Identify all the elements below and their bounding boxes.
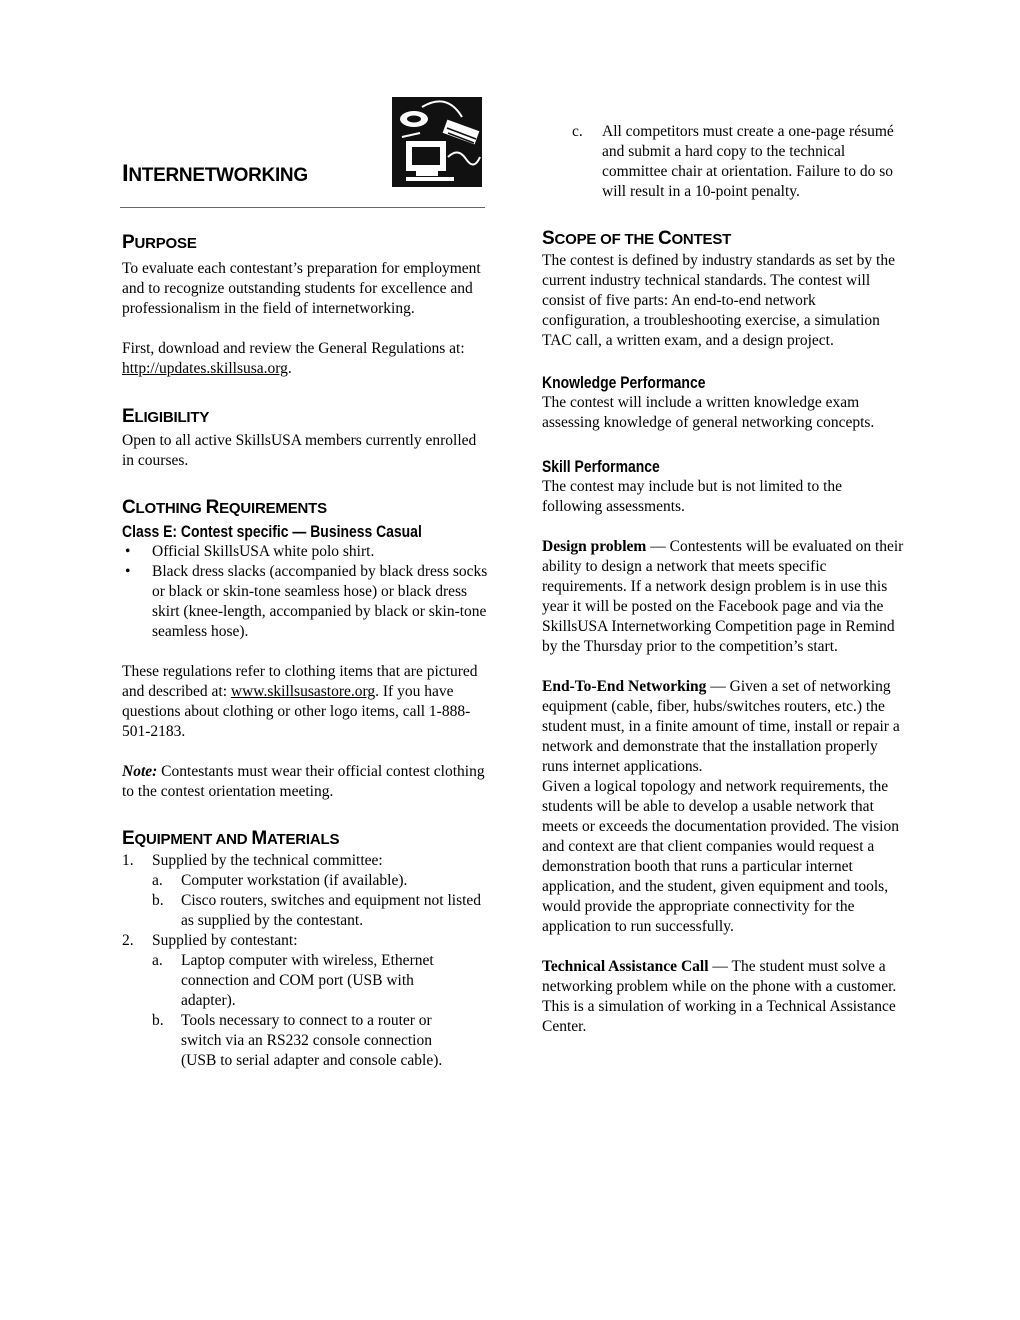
purpose-heading: PURPOSE <box>122 232 197 253</box>
design-problem: Design problem — Contestents will be evaluated on their ability to design a network that meets specific requirements. If a network design problem is in use this year it will be posted on the Facebook page and via the SkillsUSA Internetworking Competition page in Remind by the Thursday prior to the competition’s start. <box>542 538 904 655</box>
bullet-icon: • <box>125 563 131 580</box>
design-problem-label: Design problem <box>542 538 647 555</box>
header-rule <box>120 207 485 208</box>
scope-text: The contest is defined by industry standards as set by the current industry technical standards. The contest will consist of five parts: An end-to-end network configuration, a troubleshooting exercise, a simulation TAC call, a written exam, and a design project. <box>542 252 895 349</box>
knowledge-text: The contest will include a written knowledge exam assessing knowledge of general networking concepts. <box>542 394 875 431</box>
note-label: Note: <box>122 763 158 780</box>
list-item: c. All competitors must create a one-page résumé and submit a hard copy to the technical committee chair at orientation. Failure to do so will result in a 10-point penalty. <box>572 123 894 200</box>
knowledge-heading: Knowledge Performance <box>542 373 706 392</box>
store-link[interactable]: www.skillsusastore.org <box>230 683 376 700</box>
eligibility-heading: ELIGIBILITY <box>122 406 210 427</box>
left-column <box>122 232 492 1071</box>
tac-label: Technical Assistance Call <box>542 958 709 975</box>
skill-text: The contest may include but is not limited to the following assessments. <box>542 478 843 515</box>
bullet-icon: • <box>125 543 131 560</box>
list-item: • Official SkillsUSA white polo shirt. <box>125 543 375 560</box>
purpose-text: To evaluate each contestant’s preparation for employment and to recognize outstanding students for excellence and professionalism in the field of internetworking. <box>122 260 481 317</box>
right-column <box>542 122 906 1037</box>
list-item: b. Tools necessary to connect to a router or switch via an RS232 console connection (USB to serial adapter and console cable). <box>152 1012 443 1069</box>
scope-heading: SCOPE OF THE CONTEST <box>542 228 732 249</box>
end-to-end-networking: End-To-End Networking — Given a set of networking equipment (cable, fiber, hubs/switches routers, etc.) the student must, in a finite amount of time, install or repair a network and demonstrate that the installation properly runs internet applications. <box>542 678 900 775</box>
regulations-link[interactable]: http://updates.skillsusa.org <box>122 360 288 377</box>
page-title-initial: I <box>122 160 129 187</box>
page-title <box>122 160 308 188</box>
skill-heading: Skill Performance <box>542 457 660 476</box>
list-item: a. Laptop computer with wireless, Ethernet connection and COM port (USB with adapter). <box>152 952 434 1009</box>
list-item: a. Computer workstation (if available). <box>152 872 408 889</box>
clothing-note: Note: Contestants must wear their official contest clothing to the contest orientation meeting. <box>122 763 485 800</box>
list-item: b. Cisco routers, switches and equipment not listed as supplied by the contestant. <box>152 892 482 929</box>
list-item: 2. Supplied by contestant: <box>122 932 298 949</box>
purpose-download: First, download and review the General Regulations at: http://updates.skillsusa.org. <box>122 340 465 377</box>
end-to-end-networking-2: Given a logical topology and network requirements, the students will be able to develop a usable network that meets or exceeds the documentation provided. The vision and context are that client companies would request a demonstration booth that runs a particular internet application, and the student, given equipment and tools, would provide the appropriate connectivity for the application to run successfully. <box>542 778 899 935</box>
clothing-regulations: These regulations refer to clothing items that are pictured and described at: www.skillsusastore.org. If you have questions about clothing or other logo items, call 1-888-501-2183. <box>122 663 478 740</box>
computer-network-icon <box>392 97 482 187</box>
list-item: 1. Supplied by the technical committee: <box>122 852 383 869</box>
technical-assistance-call: Technical Assistance Call — The student must solve a networking problem while on the phone with a customer. This is a simulation of working in a Technical Assistance Center. <box>542 958 897 1035</box>
page-title-rest: NTERNETWORKING <box>128 165 308 186</box>
clothing-bullets <box>122 542 492 642</box>
end-to-end-label: End-To-End Networking <box>542 678 707 695</box>
equipment-list <box>122 851 492 1071</box>
eligibility-text: Open to all active SkillsUSA members currently enrolled in courses. <box>122 432 477 469</box>
clothing-class-heading: Class E: Contest specific — Business Casual <box>122 522 422 541</box>
equipment-heading: EQUIPMENT AND MATERIALS <box>122 828 340 849</box>
list-item: • Black dress slacks (accompanied by black dress socks or black or skin-tone seamless hose) or black dress skirt (knee-length, accompanied by black or skin-tone seamless hose). <box>125 563 488 640</box>
clothing-heading: CLOTHING REQUIREMENTS <box>122 497 327 518</box>
